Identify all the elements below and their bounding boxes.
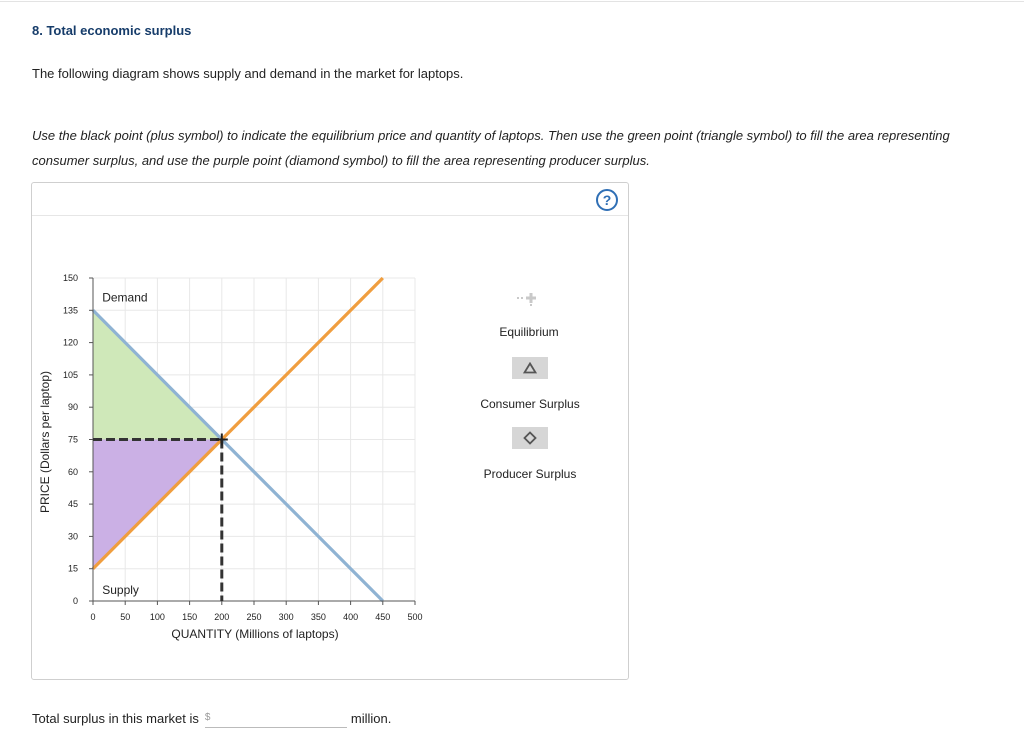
y-tick-label: 150 [62, 273, 78, 283]
answer-suffix: million. [350, 710, 392, 726]
x-tick-label: 450 [375, 612, 391, 622]
y-tick-label: 15 [67, 563, 78, 574]
x-tick-label: 250 [246, 612, 262, 622]
x-tick-label: 400 [343, 612, 359, 622]
diamond-icon [523, 431, 537, 445]
y-tick-label: 75 [67, 434, 78, 445]
y-tick-label: 90 [67, 402, 78, 413]
y-tick-label: 60 [67, 466, 78, 477]
x-tick-label: 350 [310, 612, 326, 622]
x-axis-label: QUANTITY (Millions of laptops) [171, 627, 339, 641]
currency-symbol: $ [204, 712, 211, 723]
equilibrium-label: Equilibrium [499, 325, 559, 339]
x-tick-label: 500 [407, 612, 423, 622]
consumer-surplus-tool[interactable] [512, 357, 548, 379]
question-instructions: Use the black point (plus symbol) to indicate the equilibrium price and quantity of laptops. Then use the green point (triangle symbol) to fill the area representing consumer surplus, and use the purple point (diamond symbol) to fill the area representing producer surplus. [32, 128, 950, 168]
question-title: 8. Total economic surplus [32, 23, 192, 38]
y-axis-label: PRICE (Dollars per laptop) [38, 370, 52, 514]
y-tick-label: 105 [62, 369, 78, 380]
producer-surplus-label: Producer Surplus [483, 467, 577, 481]
graph-panel [31, 182, 629, 680]
x-tick-label: 50 [120, 612, 131, 622]
total-surplus-input[interactable] [214, 709, 334, 727]
help-icon[interactable]: ? [596, 189, 618, 211]
y-tick-label: 30 [67, 531, 78, 542]
demand-curve-label: Demand [102, 290, 148, 305]
producer-surplus-tool[interactable] [512, 427, 548, 449]
answer-prefix: Total surplus in this market is [32, 710, 199, 726]
y-tick-label: 0 [72, 596, 78, 606]
x-tick-label: 100 [149, 612, 165, 622]
legend-producer-surplus[interactable] [470, 427, 590, 481]
legend-equilibrium[interactable] [493, 287, 565, 339]
top-rule [0, 1, 1024, 2]
y-tick-label: 135 [62, 305, 78, 316]
y-tick-label: 120 [62, 337, 78, 348]
x-tick-label: 200 [214, 612, 230, 622]
legend-consumer-surplus[interactable] [470, 357, 590, 411]
plus-icon [514, 287, 544, 309]
consumer-surplus-label: Consumer Surplus [480, 397, 580, 411]
x-tick-label: 300 [278, 612, 294, 622]
answer-row [32, 708, 391, 728]
x-tick-label: 0 [90, 612, 96, 622]
supply-curve-label: Supply [102, 583, 139, 598]
question-intro: The following diagram shows supply and demand in the market for laptops. [32, 66, 464, 81]
triangle-icon [523, 362, 537, 374]
equilibrium-tool[interactable] [493, 287, 565, 309]
y-tick-label: 45 [67, 499, 78, 510]
answer-field-wrap [205, 708, 347, 728]
x-tick-label: 150 [182, 612, 198, 622]
